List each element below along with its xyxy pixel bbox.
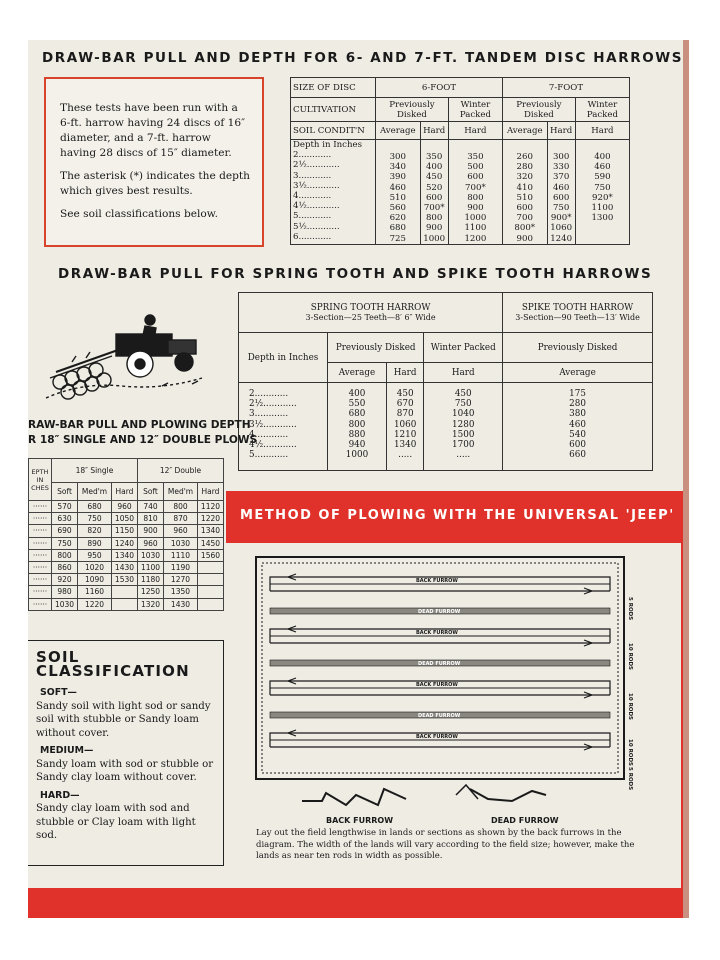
table-value: 510	[389, 192, 406, 203]
values-col	[420, 140, 448, 245]
table-value: 800	[425, 213, 443, 224]
table-value: 550	[348, 399, 366, 410]
depth-value: 3............	[249, 409, 289, 420]
plowing-diagram-area	[226, 543, 681, 888]
table-value: 280	[516, 162, 533, 173]
values-col	[503, 383, 653, 471]
values-col	[376, 140, 421, 245]
back-furrow-label: BACK FURROW	[416, 682, 458, 688]
table-value: 410	[516, 182, 533, 193]
table-row	[29, 549, 224, 561]
table-value: 560	[389, 203, 406, 214]
rods-10-label: 10 RODS	[627, 739, 633, 767]
table-cell: 1030	[164, 537, 198, 549]
depth-label: Depth in Inches	[239, 333, 328, 383]
table-cell: 1220	[197, 513, 223, 525]
table-value: 1340	[393, 440, 417, 451]
spring-prev-disked: Previously Disked	[328, 333, 424, 363]
spike-title: SPIKE TOOTH HARROW	[521, 303, 634, 313]
table-value: 1100	[464, 223, 487, 234]
table-value: 590	[594, 172, 611, 183]
plow-title-line1: RAW-BAR PULL AND PLOWING DEPTH	[28, 419, 251, 431]
table-value: 280	[569, 399, 586, 410]
table-value: 1280	[452, 419, 475, 430]
table-value: .....	[398, 450, 413, 461]
soil-title: SOIL CLASSIFICATION	[36, 648, 190, 680]
rods-10-label: 10 RODS	[627, 643, 633, 671]
back-furrow-label: BACK FURROW	[416, 630, 458, 636]
table-value: 520	[425, 182, 443, 193]
table-value: 1240	[550, 233, 573, 244]
table-cell	[197, 561, 223, 573]
table-row	[29, 574, 224, 586]
table-value: 660	[569, 450, 586, 461]
col-average: Average	[328, 363, 387, 383]
table-value: 450	[425, 172, 443, 183]
table-cell: 1340	[111, 549, 137, 561]
seven-prev-disked: Previously Disked	[502, 98, 575, 122]
table-value: 320	[516, 172, 533, 183]
single-plow-header: 18″ Single	[52, 459, 138, 483]
table-value: 540	[569, 429, 586, 440]
table-cell: 1350	[164, 586, 198, 598]
plow-depth-header: EPTH IN CHES	[29, 459, 52, 501]
depth-dots: ······	[29, 598, 52, 610]
table-value: 680	[348, 409, 366, 420]
col-hard: Hard	[448, 122, 502, 140]
table-value: 380	[569, 409, 586, 420]
table-value: 400	[594, 152, 611, 162]
table-value: 460	[389, 182, 406, 193]
depth-value: 6............	[293, 231, 332, 242]
table-value: 460	[594, 162, 611, 173]
depth-value: 4............	[293, 191, 332, 202]
disc-harrow-table	[290, 77, 630, 245]
spike-prev-disked: Previously Disked	[503, 333, 653, 363]
col-medium: Med'm	[78, 483, 112, 501]
table-value: 700*	[465, 182, 486, 193]
col-average: Average	[502, 122, 547, 140]
field-inner-outline	[262, 563, 618, 773]
table-value: 450	[396, 389, 414, 399]
col-hard: Hard	[420, 122, 448, 140]
table-value: 900	[425, 223, 443, 234]
table-value: 800	[467, 192, 484, 203]
table-cell: 820	[78, 525, 112, 537]
table-cell: 920	[52, 574, 78, 586]
table-cell: 810	[137, 513, 163, 525]
col-hard: Hard	[197, 483, 223, 501]
table-row	[29, 537, 224, 549]
table-cell: 1090	[78, 574, 112, 586]
depth-value: 2½............	[293, 160, 340, 171]
table-cell: 690	[52, 525, 78, 537]
table-value: 800	[348, 419, 366, 430]
table-cell: 1320	[137, 598, 163, 610]
table-cell: 1160	[78, 586, 112, 598]
plow-table-body	[29, 501, 224, 611]
table-cell: 960	[137, 537, 163, 549]
table-value: 1060	[550, 223, 573, 234]
back-furrow-label: BACK FURROW	[416, 578, 458, 584]
depth-dots: ······	[29, 574, 52, 586]
plowing-method-title: METHOD OF PLOWING WITH THE UNIVERSAL 'JEEP'	[240, 508, 675, 523]
col-hard: Hard	[547, 122, 575, 140]
depth-value: 3½............	[249, 419, 297, 430]
table-value: 450	[454, 389, 472, 399]
table-cell: 800	[52, 549, 78, 561]
plowing-caption: Lay out the field lengthwise in lands or sections as shown by the back furrows in the diagram. The width of the lands will vary according to the field size; however, make the lands as near ten rods in width as possible.	[256, 828, 635, 861]
intro-text-3: See soil classifications below.	[60, 208, 218, 220]
table-value: 370	[552, 172, 570, 183]
rods-5-label-top: 5 RODS	[627, 597, 633, 621]
values-col	[575, 140, 629, 245]
soft-text: Sandy soil with light sod or sandy soil with stubble or Sandy loam without cover.	[36, 700, 211, 739]
hard-label: HARD—	[40, 789, 80, 801]
col-hard: Hard	[111, 483, 137, 501]
depth-value: 2............	[249, 389, 289, 399]
table-cell: 1110	[164, 549, 198, 561]
depth-column	[291, 140, 376, 245]
col-average: Average	[503, 363, 653, 383]
table-value: 880	[348, 429, 366, 440]
bottom-red-band	[28, 888, 688, 918]
table-cell: 1120	[197, 501, 223, 513]
table-value: 300	[552, 152, 570, 162]
table-cell	[197, 598, 223, 610]
values-col	[328, 383, 387, 471]
table-cell: 1560	[197, 549, 223, 561]
spring-sub: 3-Section—25 Teeth—8′ 6″ Wide	[305, 313, 436, 322]
table-value: 940	[348, 440, 366, 451]
table-cell: 1190	[164, 561, 198, 573]
table-value: 750	[454, 399, 472, 410]
table-cell: 1430	[164, 598, 198, 610]
plow-title-line2: R 18″ SINGLE AND 12″ DOUBLE PLOWS	[28, 434, 258, 446]
medium-label: MEDIUM—	[40, 745, 94, 756]
table-value: 600	[569, 440, 586, 451]
depth-dots: ······	[29, 561, 52, 573]
soft-label: SOFT—	[40, 687, 77, 698]
depth-value: 5½............	[293, 221, 340, 232]
rods-10-label: 10 RODS	[627, 693, 633, 721]
dead-furrow-profile	[470, 789, 546, 801]
plow-table	[28, 458, 224, 611]
table-cell: 800	[164, 501, 198, 513]
table-cell	[197, 574, 223, 586]
depth-value: 3½............	[293, 180, 340, 191]
values-col	[448, 140, 502, 245]
dead-furrow-caption: DEAD FURROW	[491, 816, 559, 825]
depth-value: 5............	[249, 450, 289, 461]
table-value: 750	[594, 182, 611, 193]
table-value: 300	[389, 152, 406, 162]
table-cell: 950	[78, 549, 112, 561]
depth-value: 4½............	[249, 440, 297, 451]
table-cell: 750	[78, 513, 112, 525]
table-cell: 1250	[137, 586, 163, 598]
table-value: 670	[396, 399, 414, 410]
table-value: 1200	[464, 233, 487, 244]
table-value: 1000	[423, 233, 446, 244]
depth-value: 4............	[249, 429, 289, 440]
table-cell: 570	[52, 501, 78, 513]
table-cell: 1530	[111, 574, 137, 586]
table-value: 510	[516, 192, 533, 203]
soil-cond-label: SOIL CONDIT'N	[291, 122, 376, 140]
depth-value: 3............	[293, 170, 332, 181]
table-value: 340	[389, 162, 406, 173]
depth-dots: ······	[29, 513, 52, 525]
table-cell: 680	[78, 501, 112, 513]
table-value: 460	[569, 419, 586, 430]
rods-5-label-bottom: 5 RODS	[627, 767, 633, 791]
plow-section-title	[28, 418, 257, 448]
table-value: 620	[389, 213, 406, 224]
table-row	[29, 501, 224, 513]
table-value: 900	[467, 203, 484, 214]
table-cell: 1220	[78, 598, 112, 610]
table-value: 350	[467, 152, 484, 162]
page-edge	[683, 40, 689, 918]
table-value: 1000	[464, 213, 487, 224]
cultivation-label: CULTIVATION	[291, 98, 376, 122]
table-value: 680	[389, 223, 406, 234]
medium-text: Sandy loam with sod or stubble or Sandy clay loam without cover.	[36, 758, 214, 783]
table-value: 800*	[514, 223, 536, 234]
table-value: 1500	[452, 429, 475, 440]
values-col	[386, 383, 423, 471]
six-prev-disked: Previously Disked	[376, 98, 449, 122]
seven-winter-packed: Winter Packed	[575, 98, 629, 122]
intro-text-2: The asterisk (*) indicates the depth which gives best results.	[60, 170, 250, 197]
depth-value: 5............	[293, 211, 332, 222]
table-value: 1700	[452, 440, 475, 451]
table-value: 500	[467, 162, 484, 173]
col-medium: Med'm	[164, 483, 198, 501]
depth-dots: ······	[29, 549, 52, 561]
table-value: 920*	[592, 192, 613, 203]
depth-value: 4½............	[293, 201, 340, 212]
soil-classification-box	[28, 640, 224, 866]
table-cell: 980	[52, 586, 78, 598]
col-average: Average	[376, 122, 421, 140]
table-value: 1000	[345, 450, 369, 461]
col-hard: Hard	[575, 122, 629, 140]
table-cell	[111, 586, 137, 598]
table-cell: 1180	[137, 574, 163, 586]
table-value: 175	[569, 389, 586, 399]
table-value: 600	[516, 203, 533, 214]
six-foot-header: 6-FOOT	[376, 78, 503, 98]
table-value: 700*	[423, 203, 445, 214]
depth-dots: ······	[29, 586, 52, 598]
table-row	[29, 561, 224, 573]
table-cell: 740	[137, 501, 163, 513]
table-cell: 630	[52, 513, 78, 525]
double-plow-header: 12″ Double	[137, 459, 223, 483]
col-hard: Hard	[424, 363, 503, 383]
table-value: 600	[467, 172, 484, 183]
spring-winter-packed: Winter Packed	[424, 333, 503, 363]
table-value: 1040	[452, 409, 475, 420]
table-cell: 1030	[137, 549, 163, 561]
values-col	[424, 383, 503, 471]
table-cell: 870	[164, 513, 198, 525]
spring-tooth-header	[239, 293, 503, 333]
table-value: 1300	[591, 213, 614, 224]
table-value: 700	[516, 213, 533, 224]
table-value: 460	[552, 182, 570, 193]
table-cell	[111, 598, 137, 610]
table-cell: 1240	[111, 537, 137, 549]
depth-dots: ······	[29, 525, 52, 537]
table-cell: 1050	[111, 513, 137, 525]
intro-box	[44, 77, 264, 247]
table-value: 725	[389, 233, 406, 244]
table-value: 750	[552, 203, 570, 214]
depth-dots: ······	[29, 501, 52, 513]
table-value	[576, 223, 629, 233]
table-value: 400	[348, 389, 366, 399]
table-cell: 960	[164, 525, 198, 537]
seven-foot-header: 7-FOOT	[502, 78, 629, 98]
field-outline	[256, 557, 624, 779]
depth-header: Depth in Inches	[293, 140, 362, 150]
table-value: 900*	[550, 213, 572, 224]
depth-list	[293, 150, 375, 242]
disc-section-title: DRAW-BAR PULL AND DEPTH FOR 6- AND 7-FT. TANDEM DISC HARROWS	[42, 50, 684, 66]
spike-sub: 3-Section—90 Teeth—13′ Wide	[515, 313, 640, 322]
table-value: 260	[516, 152, 533, 162]
table-cell: 890	[78, 537, 112, 549]
table-value: 600	[425, 192, 443, 203]
dead-furrow-label: DEAD FURROW	[418, 661, 461, 667]
depth-dots: ······	[29, 537, 52, 549]
table-cell: 1270	[164, 574, 198, 586]
table-cell: 860	[52, 561, 78, 573]
depth-value: 2½............	[249, 399, 297, 410]
back-furrow-caption: BACK FURROW	[326, 816, 394, 825]
table-cell: 1430	[111, 561, 137, 573]
table-cell: 1100	[137, 561, 163, 573]
table-value: 390	[389, 172, 406, 183]
spring-title: SPRING TOOTH HARROW	[310, 303, 431, 313]
table-row	[29, 513, 224, 525]
table-cell: 1450	[197, 537, 223, 549]
col-hard: Hard	[386, 363, 423, 383]
table-cell: 1020	[78, 561, 112, 573]
spike-tooth-header	[503, 293, 653, 333]
tooth-section-title: DRAW-BAR PULL FOR SPRING TOOTH AND SPIKE TOOTH HARROWS	[58, 266, 653, 282]
table-value: 1100	[591, 203, 614, 214]
plowing-method-panel	[226, 491, 688, 888]
tooth-harrow-table	[238, 292, 653, 471]
brochure-page	[28, 40, 688, 918]
values-col	[502, 140, 547, 245]
table-cell: 1030	[52, 598, 78, 610]
table-value: 900	[516, 233, 533, 244]
size-label: SIZE OF DISC	[291, 78, 376, 98]
table-value: 350	[425, 152, 443, 162]
table-cell	[197, 586, 223, 598]
table-value: .....	[456, 450, 471, 461]
table-cell: 900	[137, 525, 163, 537]
table-value: 600	[552, 192, 570, 203]
table-cell: 1340	[197, 525, 223, 537]
table-cell: 1150	[111, 525, 137, 537]
table-row	[29, 525, 224, 537]
col-soft: Soft	[137, 483, 163, 501]
col-soft: Soft	[52, 483, 78, 501]
table-row	[29, 586, 224, 598]
hard-text: Sandy clay loam with sod and stubble or Clay loam with light sod.	[36, 803, 196, 841]
table-value	[576, 234, 629, 244]
table-value: 400	[425, 162, 443, 173]
depth-value: 2............	[293, 150, 332, 161]
back-furrow-profile	[302, 789, 406, 805]
dead-furrow-label: DEAD FURROW	[418, 609, 461, 615]
intro-text-1: These tests have been run with a 6-ft. harrow having 24 discs of 16″ diameter, and a 7-ft. harrow having 28 discs of 15″ diameter.	[60, 102, 246, 159]
dead-furrow-label: DEAD FURROW	[418, 713, 461, 719]
table-value: 1210	[393, 429, 417, 440]
table-cell: 750	[52, 537, 78, 549]
table-cell: 960	[111, 501, 137, 513]
furrow-lines	[270, 574, 610, 750]
values-col	[547, 140, 575, 245]
table-value: 870	[396, 409, 414, 420]
back-furrow-label: BACK FURROW	[416, 734, 458, 740]
table-value: 330	[552, 162, 570, 173]
six-winter-packed: Winter Packed	[448, 98, 502, 122]
table-value: 1060	[393, 419, 417, 430]
table-row	[29, 598, 224, 610]
tractor-illustration	[42, 302, 208, 402]
